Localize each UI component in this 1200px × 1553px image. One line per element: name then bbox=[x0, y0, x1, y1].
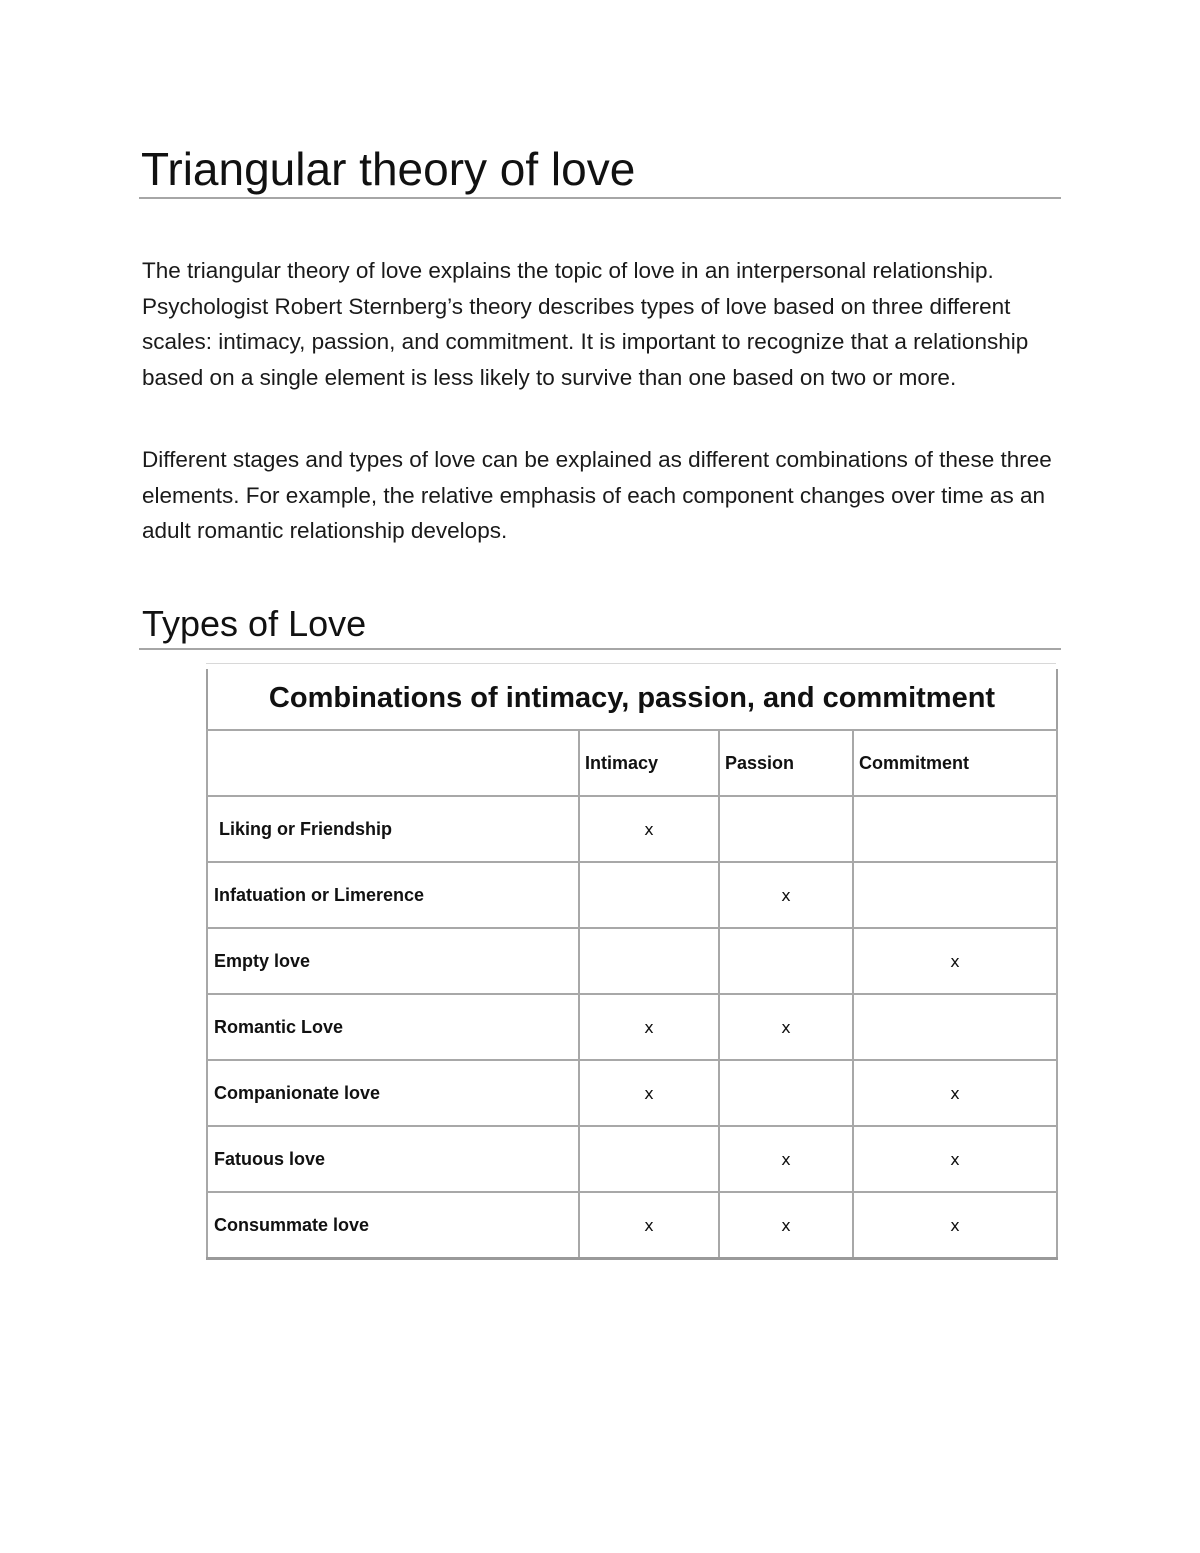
intro-paragraph-2: Different stages and types of love can be explained as different combinations of these three elements. For example, the relative emphasis of each component changes over time as an adult romantic relationship develops. bbox=[142, 447, 1052, 543]
passion-mark bbox=[719, 796, 853, 862]
title-divider bbox=[139, 197, 1061, 199]
table-top-border bbox=[206, 663, 1056, 664]
header-cell-intimacy: Intimacy bbox=[579, 730, 719, 796]
header-cell-empty bbox=[207, 730, 579, 796]
table-row bbox=[207, 1126, 1057, 1192]
table-row bbox=[207, 796, 1057, 862]
commitment-mark: x bbox=[853, 1126, 1057, 1192]
row-label: Empty love bbox=[207, 928, 579, 994]
row-label: Romantic Love bbox=[207, 994, 579, 1060]
header-cell-commitment: Commitment bbox=[853, 730, 1057, 796]
row-label: Companionate love bbox=[207, 1060, 579, 1126]
row-label: Infatuation or Limerence bbox=[207, 862, 579, 928]
row-label: Fatuous love bbox=[207, 1126, 579, 1192]
page-title: Triangular theory of love bbox=[141, 143, 636, 195]
passion-mark: x bbox=[719, 994, 853, 1060]
commitment-mark: x bbox=[853, 1060, 1057, 1126]
intro-paragraph-1: The triangular theory of love explains the topic of love in an interpersonal relationship. Psychologist Robert Sternberg’s theory describes types of love based on three different scales: intimacy, passion, and commitment. It is important to recognize that a relationship based on a single element is less likely to survive than one based on two or more. bbox=[142, 258, 1029, 390]
passion-mark: x bbox=[719, 1126, 853, 1192]
section-divider bbox=[139, 648, 1061, 650]
table-row bbox=[207, 1060, 1057, 1126]
intimacy-mark: x bbox=[579, 994, 719, 1060]
commitment-mark bbox=[853, 994, 1057, 1060]
table-header-row bbox=[207, 730, 1057, 796]
intimacy-mark: x bbox=[579, 1192, 719, 1259]
commitment-mark bbox=[853, 862, 1057, 928]
passion-mark: x bbox=[719, 1192, 853, 1259]
table-row bbox=[207, 994, 1057, 1060]
section-heading: Types of Love bbox=[142, 603, 367, 644]
table-caption: Combinations of intimacy, passion, and commitment bbox=[206, 669, 1058, 729]
table-row bbox=[207, 1192, 1057, 1259]
intimacy-mark: x bbox=[579, 1060, 719, 1126]
row-label: Liking or Friendship bbox=[207, 796, 579, 862]
commitment-mark: x bbox=[853, 928, 1057, 994]
intimacy-mark: x bbox=[579, 796, 719, 862]
table-row bbox=[207, 928, 1057, 994]
intimacy-mark bbox=[579, 1126, 719, 1192]
passion-mark: x bbox=[719, 862, 853, 928]
passion-mark bbox=[719, 1060, 853, 1126]
commitment-mark: x bbox=[853, 1192, 1057, 1259]
intimacy-mark bbox=[579, 928, 719, 994]
row-label: Consummate love bbox=[207, 1192, 579, 1259]
passion-mark bbox=[719, 928, 853, 994]
table-row bbox=[207, 862, 1057, 928]
header-cell-passion: Passion bbox=[719, 730, 853, 796]
love-types-table bbox=[206, 669, 1058, 1260]
intimacy-mark bbox=[579, 862, 719, 928]
commitment-mark bbox=[853, 796, 1057, 862]
